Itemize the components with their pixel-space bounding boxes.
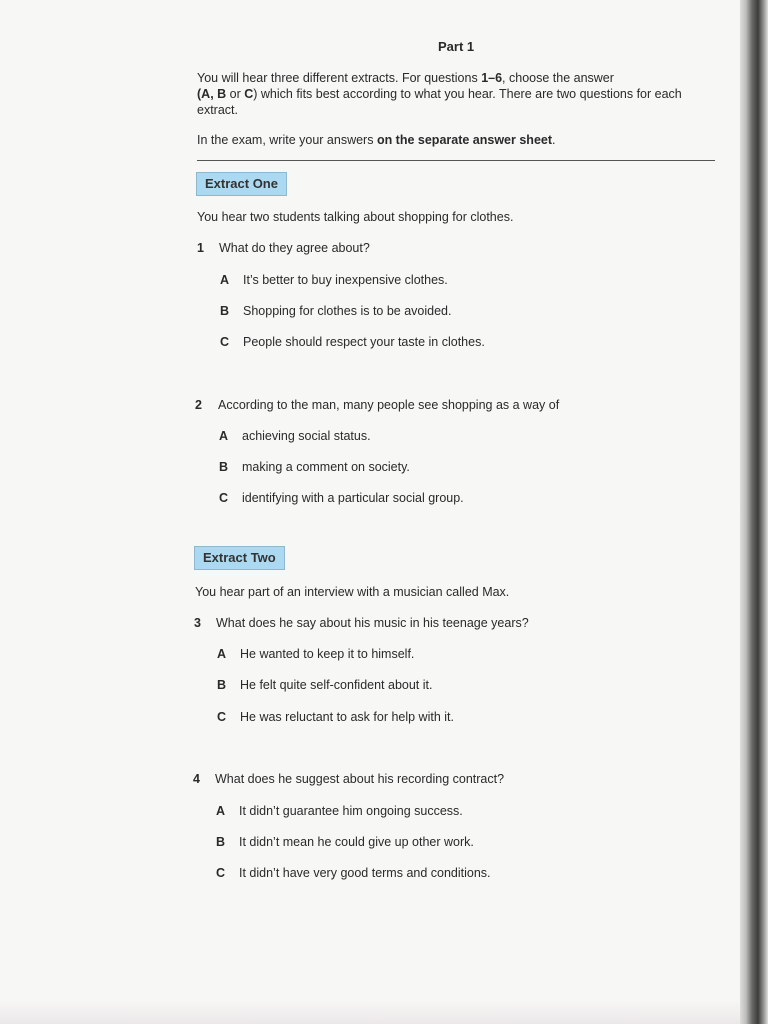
option-text: He felt quite self-confident about it. bbox=[240, 678, 433, 692]
option-text: It’s better to buy inexpensive clothes. bbox=[243, 273, 448, 287]
option-letter: A bbox=[220, 273, 230, 287]
instructions-text: ) which fits best according to what you hear. There are two questions for each extract. bbox=[197, 87, 682, 117]
instructions-text: , choose the answer bbox=[502, 71, 614, 85]
option-letter: C bbox=[219, 491, 229, 505]
exam-note-text: In the exam, write your answers bbox=[197, 133, 377, 147]
option-text: identifying with a particular social group. bbox=[242, 491, 464, 505]
exam-note bbox=[197, 133, 556, 147]
option-letter: A bbox=[219, 429, 229, 443]
question-number: 1 bbox=[197, 241, 204, 255]
option-letter: A bbox=[217, 647, 227, 661]
instructions-text: or bbox=[226, 87, 245, 101]
option-text: making a comment on society. bbox=[242, 460, 410, 474]
option-letter: B bbox=[216, 835, 226, 849]
option-text: It didn’t mean he could give up other work. bbox=[239, 835, 474, 849]
exam-note-bold: on the separate answer sheet bbox=[376, 133, 553, 147]
part-title: Part 1 bbox=[438, 39, 475, 54]
option-letter: C bbox=[217, 710, 227, 724]
option-text: People should respect your taste in clothes. bbox=[243, 335, 485, 349]
option-text: achieving social status. bbox=[242, 429, 371, 443]
page-bottom-shadow bbox=[0, 1000, 740, 1024]
option-text: Shopping for clothes is to be avoided. bbox=[243, 304, 452, 318]
extract-context: You hear part of an interview with a musician called Max. bbox=[195, 585, 510, 599]
instructions-text: You will hear three different extracts. For questions bbox=[197, 71, 482, 85]
option-text: It didn’t have very good terms and conditions. bbox=[239, 866, 491, 880]
exam-note-text: . bbox=[552, 133, 556, 147]
option-letter: C bbox=[220, 335, 230, 349]
divider-line bbox=[197, 160, 715, 161]
question-text: What does he say about his music in his teenage years? bbox=[216, 616, 529, 630]
option-text: It didn’t guarantee him ongoing success. bbox=[239, 804, 463, 818]
option-text: He wanted to keep it to himself. bbox=[240, 647, 415, 661]
option-letter: B bbox=[220, 304, 230, 318]
question-text: What do they agree about? bbox=[219, 241, 370, 255]
option-letter: C bbox=[216, 866, 226, 880]
instructions-bold: (A, B bbox=[197, 87, 227, 101]
instructions bbox=[197, 70, 717, 118]
question-number: 3 bbox=[194, 616, 201, 630]
question-number: 4 bbox=[193, 772, 200, 786]
option-letter: B bbox=[217, 678, 227, 692]
option-letter: A bbox=[216, 804, 226, 818]
option-letter: B bbox=[219, 460, 229, 474]
question-text: According to the man, many people see shopping as a way of bbox=[218, 398, 560, 412]
instructions-bold: 1–6 bbox=[481, 71, 503, 85]
extract-context: You hear two students talking about shopping for clothes. bbox=[197, 210, 514, 224]
extract-label: Extract Two bbox=[194, 546, 285, 570]
option-text: He was reluctant to ask for help with it. bbox=[240, 710, 454, 724]
instructions-bold: C bbox=[244, 87, 254, 101]
question-number: 2 bbox=[195, 398, 202, 412]
extract-label: Extract One bbox=[196, 172, 287, 196]
book-binding-edge bbox=[740, 0, 768, 1024]
question-text: What does he suggest about his recording contract? bbox=[215, 772, 505, 786]
